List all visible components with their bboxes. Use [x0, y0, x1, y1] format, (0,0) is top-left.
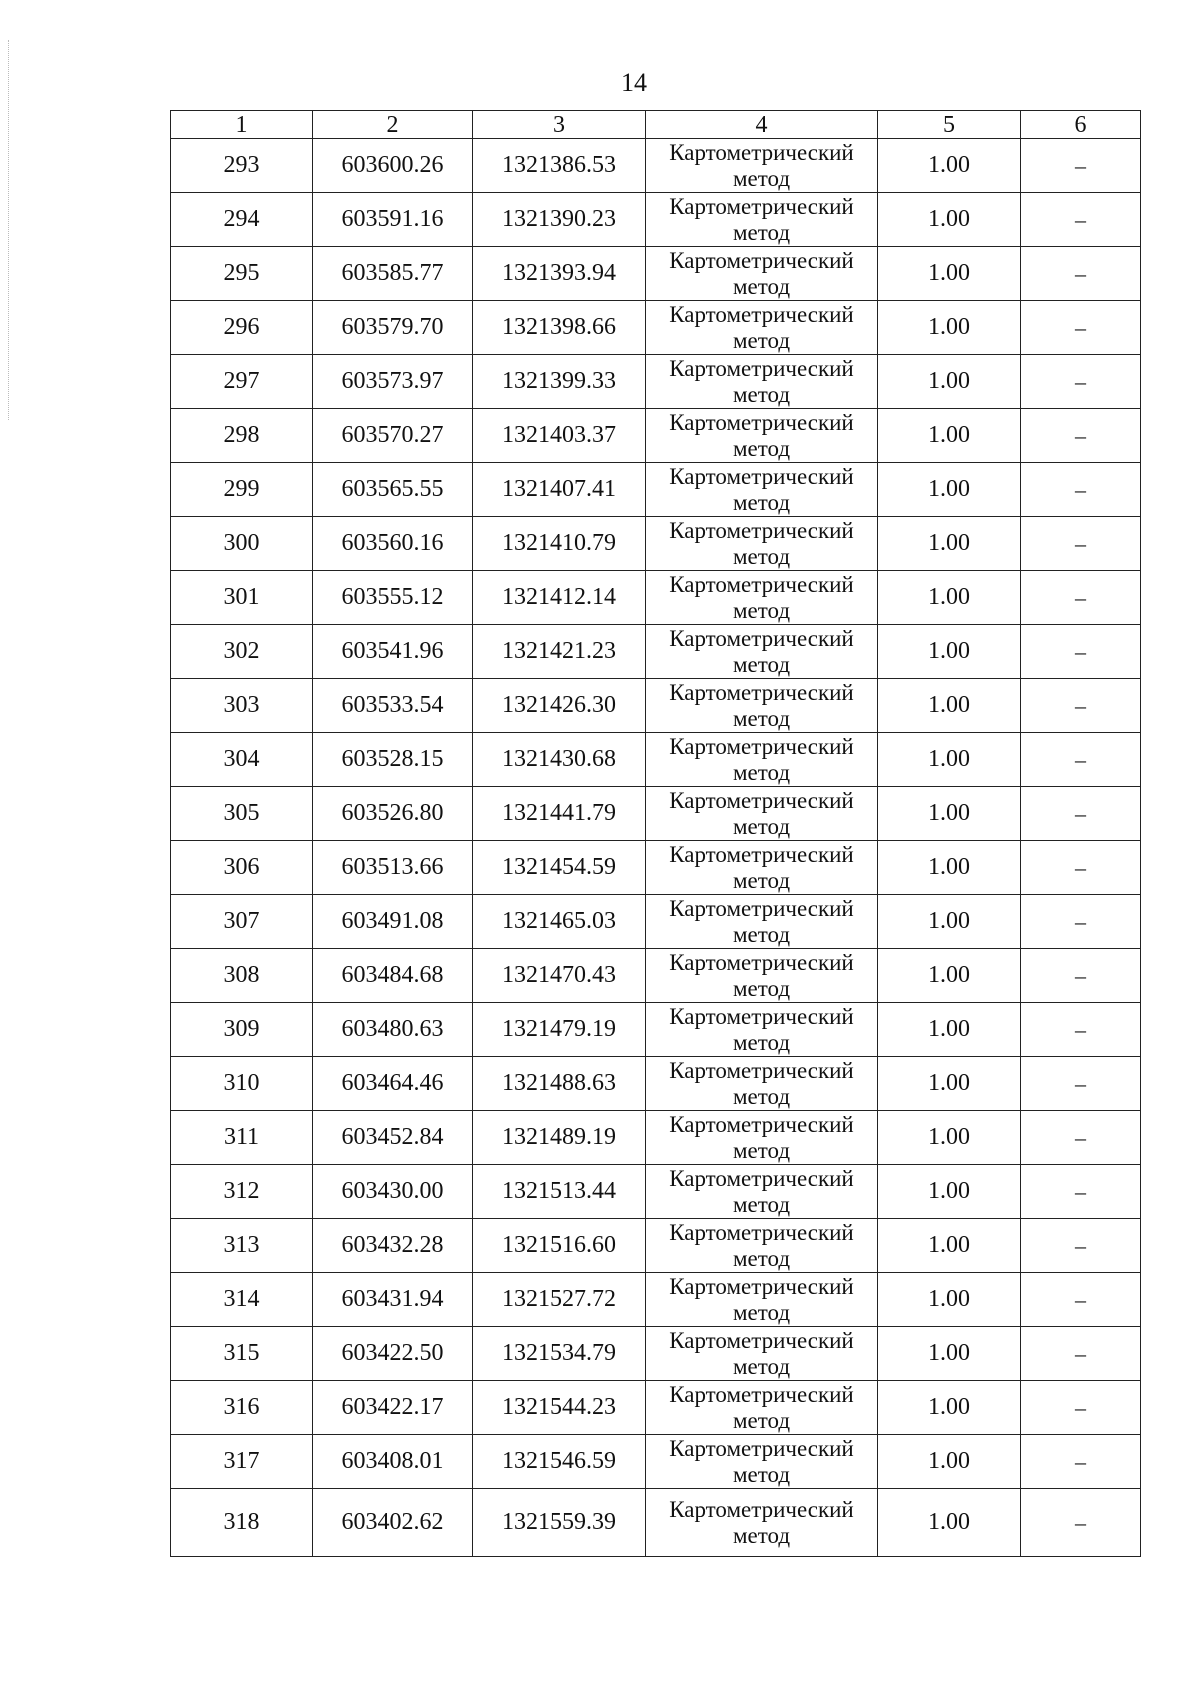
- y-coordinate-cell: 1321407.41: [473, 463, 646, 517]
- method-line-1: Картометрический: [669, 355, 854, 381]
- method-cell: [646, 895, 878, 949]
- point-number-cell: 299: [171, 463, 313, 517]
- method-line-1: Картометрический: [669, 679, 854, 705]
- x-coordinate-cell: 603513.66: [313, 841, 473, 895]
- point-number-cell: 303: [171, 679, 313, 733]
- method-line-2: метод: [732, 1353, 791, 1379]
- note-cell: –: [1021, 733, 1141, 787]
- table-row: [171, 301, 1141, 355]
- y-coordinate-cell: 1321516.60: [473, 1219, 646, 1273]
- point-number-cell: 305: [171, 787, 313, 841]
- x-coordinate-cell: 603432.28: [313, 1219, 473, 1273]
- method-cell: [646, 1165, 878, 1219]
- table-row: [171, 139, 1141, 193]
- method-cell: [646, 301, 878, 355]
- column-header: 5: [878, 111, 1021, 139]
- accuracy-cell: 1.00: [878, 1381, 1021, 1435]
- method-line-1: Картометрический: [669, 1219, 854, 1245]
- note-cell: –: [1021, 1381, 1141, 1435]
- accuracy-cell: 1.00: [878, 247, 1021, 301]
- y-coordinate-cell: 1321479.19: [473, 1003, 646, 1057]
- table-row: [171, 1489, 1141, 1557]
- column-header: 6: [1021, 111, 1141, 139]
- x-coordinate-cell: 603422.50: [313, 1327, 473, 1381]
- y-coordinate-cell: 1321426.30: [473, 679, 646, 733]
- table-row: [171, 787, 1141, 841]
- method-line-2: метод: [732, 1191, 791, 1217]
- table-body: [171, 139, 1141, 1557]
- y-coordinate-cell: 1321421.23: [473, 625, 646, 679]
- table-row: [171, 355, 1141, 409]
- method-line-2: метод: [732, 813, 791, 839]
- table-header: [171, 111, 1141, 139]
- point-number-cell: 302: [171, 625, 313, 679]
- point-number-cell: 317: [171, 1435, 313, 1489]
- note-cell: –: [1021, 1057, 1141, 1111]
- accuracy-cell: 1.00: [878, 517, 1021, 571]
- method-line-1: Картометрический: [669, 949, 854, 975]
- x-coordinate-cell: 603585.77: [313, 247, 473, 301]
- note-cell: –: [1021, 571, 1141, 625]
- table-row: [171, 1273, 1141, 1327]
- note-cell: –: [1021, 1327, 1141, 1381]
- x-coordinate-cell: 603600.26: [313, 139, 473, 193]
- column-header: 3: [473, 111, 646, 139]
- point-number-cell: 306: [171, 841, 313, 895]
- note-cell: –: [1021, 301, 1141, 355]
- table-row: [171, 1111, 1141, 1165]
- method-line-2: метод: [732, 327, 791, 353]
- method-line-1: Картометрический: [669, 517, 854, 543]
- method-line-2: метод: [732, 1522, 791, 1548]
- y-coordinate-cell: 1321534.79: [473, 1327, 646, 1381]
- x-coordinate-cell: 603464.46: [313, 1057, 473, 1111]
- method-line-2: метод: [732, 1029, 791, 1055]
- page-number: 14: [621, 68, 647, 97]
- method-cell: [646, 247, 878, 301]
- method-line-2: метод: [732, 381, 791, 407]
- point-number-cell: 315: [171, 1327, 313, 1381]
- method-cell: [646, 949, 878, 1003]
- method-line-1: Картометрический: [669, 1273, 854, 1299]
- table-row: [171, 1003, 1141, 1057]
- method-cell: [646, 1003, 878, 1057]
- accuracy-cell: 1.00: [878, 139, 1021, 193]
- note-cell: –: [1021, 949, 1141, 1003]
- accuracy-cell: 1.00: [878, 409, 1021, 463]
- accuracy-cell: 1.00: [878, 949, 1021, 1003]
- coordinates-table: [170, 110, 1141, 1557]
- method-line-1: Картометрический: [669, 571, 854, 597]
- method-line-2: метод: [732, 705, 791, 731]
- accuracy-cell: 1.00: [878, 1111, 1021, 1165]
- accuracy-cell: 1.00: [878, 1273, 1021, 1327]
- x-coordinate-cell: 603480.63: [313, 1003, 473, 1057]
- method-cell: [646, 841, 878, 895]
- table-row: [171, 1165, 1141, 1219]
- method-line-1: Картометрический: [669, 895, 854, 921]
- accuracy-cell: 1.00: [878, 895, 1021, 949]
- column-header: 4: [646, 111, 878, 139]
- point-number-cell: 316: [171, 1381, 313, 1435]
- table-row: [171, 1057, 1141, 1111]
- note-cell: –: [1021, 517, 1141, 571]
- point-number-cell: 308: [171, 949, 313, 1003]
- table-row: [171, 841, 1141, 895]
- method-cell: [646, 193, 878, 247]
- accuracy-cell: 1.00: [878, 571, 1021, 625]
- x-coordinate-cell: 603573.97: [313, 355, 473, 409]
- y-coordinate-cell: 1321465.03: [473, 895, 646, 949]
- method-line-2: метод: [732, 165, 791, 191]
- method-line-2: метод: [732, 1407, 791, 1433]
- method-line-2: метод: [732, 597, 791, 623]
- x-coordinate-cell: 603579.70: [313, 301, 473, 355]
- y-coordinate-cell: 1321410.79: [473, 517, 646, 571]
- table-row: [171, 517, 1141, 571]
- note-cell: –: [1021, 1273, 1141, 1327]
- method-line-1: Картометрический: [669, 1003, 854, 1029]
- table-row: [171, 949, 1141, 1003]
- note-cell: –: [1021, 895, 1141, 949]
- y-coordinate-cell: 1321559.39: [473, 1489, 646, 1557]
- point-number-cell: 307: [171, 895, 313, 949]
- method-line-1: Картометрический: [669, 1165, 854, 1191]
- note-cell: –: [1021, 1489, 1141, 1557]
- header-row: [171, 111, 1141, 139]
- table-row: [171, 247, 1141, 301]
- table-row: [171, 679, 1141, 733]
- note-cell: –: [1021, 247, 1141, 301]
- y-coordinate-cell: 1321527.72: [473, 1273, 646, 1327]
- point-number-cell: 313: [171, 1219, 313, 1273]
- method-line-2: метод: [732, 273, 791, 299]
- table-row: [171, 409, 1141, 463]
- table-row: [171, 1219, 1141, 1273]
- y-coordinate-cell: 1321470.43: [473, 949, 646, 1003]
- table-row: [171, 1381, 1141, 1435]
- method-cell: [646, 1381, 878, 1435]
- method-line-2: метод: [732, 1461, 791, 1487]
- method-line-1: Картометрический: [669, 1435, 854, 1461]
- point-number-cell: 312: [171, 1165, 313, 1219]
- note-cell: –: [1021, 787, 1141, 841]
- method-line-2: метод: [732, 1083, 791, 1109]
- note-cell: –: [1021, 1165, 1141, 1219]
- point-number-cell: 304: [171, 733, 313, 787]
- method-line-2: метод: [732, 651, 791, 677]
- method-cell: [646, 679, 878, 733]
- y-coordinate-cell: 1321412.14: [473, 571, 646, 625]
- method-cell: [646, 787, 878, 841]
- x-coordinate-cell: 603560.16: [313, 517, 473, 571]
- method-cell: [646, 139, 878, 193]
- y-coordinate-cell: 1321398.66: [473, 301, 646, 355]
- method-cell: [646, 625, 878, 679]
- x-coordinate-cell: 603431.94: [313, 1273, 473, 1327]
- method-line-2: метод: [732, 219, 791, 245]
- point-number-cell: 311: [171, 1111, 313, 1165]
- note-cell: –: [1021, 1219, 1141, 1273]
- accuracy-cell: 1.00: [878, 679, 1021, 733]
- x-coordinate-cell: 603402.62: [313, 1489, 473, 1557]
- table-row: [171, 1435, 1141, 1489]
- method-line-1: Картометрический: [669, 1381, 854, 1407]
- method-cell: [646, 463, 878, 517]
- accuracy-cell: 1.00: [878, 1435, 1021, 1489]
- method-line-1: Картометрический: [669, 139, 854, 165]
- y-coordinate-cell: 1321441.79: [473, 787, 646, 841]
- y-coordinate-cell: 1321390.23: [473, 193, 646, 247]
- accuracy-cell: 1.00: [878, 1219, 1021, 1273]
- x-coordinate-cell: 603491.08: [313, 895, 473, 949]
- table-row: [171, 463, 1141, 517]
- method-line-1: Картометрический: [669, 1111, 854, 1137]
- method-cell: [646, 355, 878, 409]
- method-cell: [646, 1057, 878, 1111]
- point-number-cell: 294: [171, 193, 313, 247]
- y-coordinate-cell: 1321393.94: [473, 247, 646, 301]
- note-cell: –: [1021, 409, 1141, 463]
- accuracy-cell: 1.00: [878, 1057, 1021, 1111]
- point-number-cell: 309: [171, 1003, 313, 1057]
- method-cell: [646, 1435, 878, 1489]
- x-coordinate-cell: 603430.00: [313, 1165, 473, 1219]
- point-number-cell: 300: [171, 517, 313, 571]
- method-line-2: метод: [732, 1137, 791, 1163]
- point-number-cell: 301: [171, 571, 313, 625]
- x-coordinate-cell: 603408.01: [313, 1435, 473, 1489]
- y-coordinate-cell: 1321489.19: [473, 1111, 646, 1165]
- x-coordinate-cell: 603484.68: [313, 949, 473, 1003]
- accuracy-cell: 1.00: [878, 355, 1021, 409]
- accuracy-cell: 1.00: [878, 1489, 1021, 1557]
- accuracy-cell: 1.00: [878, 841, 1021, 895]
- accuracy-cell: 1.00: [878, 463, 1021, 517]
- method-line-2: метод: [732, 975, 791, 1001]
- method-line-2: метод: [732, 543, 791, 569]
- y-coordinate-cell: 1321454.59: [473, 841, 646, 895]
- method-cell: [646, 1489, 878, 1557]
- method-line-1: Картометрический: [669, 409, 854, 435]
- method-line-1: Картометрический: [669, 193, 854, 219]
- method-line-2: метод: [732, 1245, 791, 1271]
- note-cell: –: [1021, 679, 1141, 733]
- method-line-1: Картометрический: [669, 1327, 854, 1353]
- method-line-1: Картометрический: [669, 733, 854, 759]
- point-number-cell: 310: [171, 1057, 313, 1111]
- method-line-2: метод: [732, 759, 791, 785]
- point-number-cell: 297: [171, 355, 313, 409]
- x-coordinate-cell: 603591.16: [313, 193, 473, 247]
- note-cell: –: [1021, 1111, 1141, 1165]
- accuracy-cell: 1.00: [878, 1165, 1021, 1219]
- note-cell: –: [1021, 1003, 1141, 1057]
- point-number-cell: 318: [171, 1489, 313, 1557]
- x-coordinate-cell: 603528.15: [313, 733, 473, 787]
- note-cell: –: [1021, 139, 1141, 193]
- x-coordinate-cell: 603533.54: [313, 679, 473, 733]
- note-cell: –: [1021, 193, 1141, 247]
- note-cell: –: [1021, 463, 1141, 517]
- note-cell: –: [1021, 841, 1141, 895]
- table-row: [171, 193, 1141, 247]
- accuracy-cell: 1.00: [878, 733, 1021, 787]
- method-cell: [646, 1111, 878, 1165]
- table-row: [171, 895, 1141, 949]
- table-row: [171, 1327, 1141, 1381]
- method-line-1: Картометрический: [669, 301, 854, 327]
- method-line-2: метод: [732, 921, 791, 947]
- note-cell: –: [1021, 1435, 1141, 1489]
- accuracy-cell: 1.00: [878, 1003, 1021, 1057]
- note-cell: –: [1021, 355, 1141, 409]
- y-coordinate-cell: 1321513.44: [473, 1165, 646, 1219]
- point-number-cell: 296: [171, 301, 313, 355]
- y-coordinate-cell: 1321386.53: [473, 139, 646, 193]
- x-coordinate-cell: 603541.96: [313, 625, 473, 679]
- method-line-1: Картометрический: [669, 841, 854, 867]
- accuracy-cell: 1.00: [878, 301, 1021, 355]
- x-coordinate-cell: 603422.17: [313, 1381, 473, 1435]
- method-cell: [646, 517, 878, 571]
- y-coordinate-cell: 1321403.37: [473, 409, 646, 463]
- y-coordinate-cell: 1321544.23: [473, 1381, 646, 1435]
- method-line-2: метод: [732, 435, 791, 461]
- method-line-1: Картометрический: [669, 1496, 854, 1522]
- table-row: [171, 625, 1141, 679]
- table-row: [171, 733, 1141, 787]
- note-cell: –: [1021, 625, 1141, 679]
- method-cell: [646, 571, 878, 625]
- y-coordinate-cell: 1321488.63: [473, 1057, 646, 1111]
- column-header: 1: [171, 111, 313, 139]
- x-coordinate-cell: 603555.12: [313, 571, 473, 625]
- x-coordinate-cell: 603570.27: [313, 409, 473, 463]
- y-coordinate-cell: 1321399.33: [473, 355, 646, 409]
- method-line-1: Картометрический: [669, 787, 854, 813]
- accuracy-cell: 1.00: [878, 1327, 1021, 1381]
- point-number-cell: 293: [171, 139, 313, 193]
- method-cell: [646, 409, 878, 463]
- y-coordinate-cell: 1321546.59: [473, 1435, 646, 1489]
- method-line-1: Картометрический: [669, 247, 854, 273]
- method-line-2: метод: [732, 867, 791, 893]
- x-coordinate-cell: 603526.80: [313, 787, 473, 841]
- x-coordinate-cell: 603452.84: [313, 1111, 473, 1165]
- accuracy-cell: 1.00: [878, 193, 1021, 247]
- point-number-cell: 314: [171, 1273, 313, 1327]
- method-line-1: Картометрический: [669, 463, 854, 489]
- method-cell: [646, 733, 878, 787]
- method-cell: [646, 1219, 878, 1273]
- method-line-2: метод: [732, 1299, 791, 1325]
- table-row: [171, 571, 1141, 625]
- column-header: 2: [313, 111, 473, 139]
- accuracy-cell: 1.00: [878, 787, 1021, 841]
- point-number-cell: 298: [171, 409, 313, 463]
- method-cell: [646, 1273, 878, 1327]
- accuracy-cell: 1.00: [878, 625, 1021, 679]
- x-coordinate-cell: 603565.55: [313, 463, 473, 517]
- method-line-2: метод: [732, 489, 791, 515]
- point-number-cell: 295: [171, 247, 313, 301]
- method-line-1: Картометрический: [669, 1057, 854, 1083]
- method-line-1: Картометрический: [669, 625, 854, 651]
- method-cell: [646, 1327, 878, 1381]
- y-coordinate-cell: 1321430.68: [473, 733, 646, 787]
